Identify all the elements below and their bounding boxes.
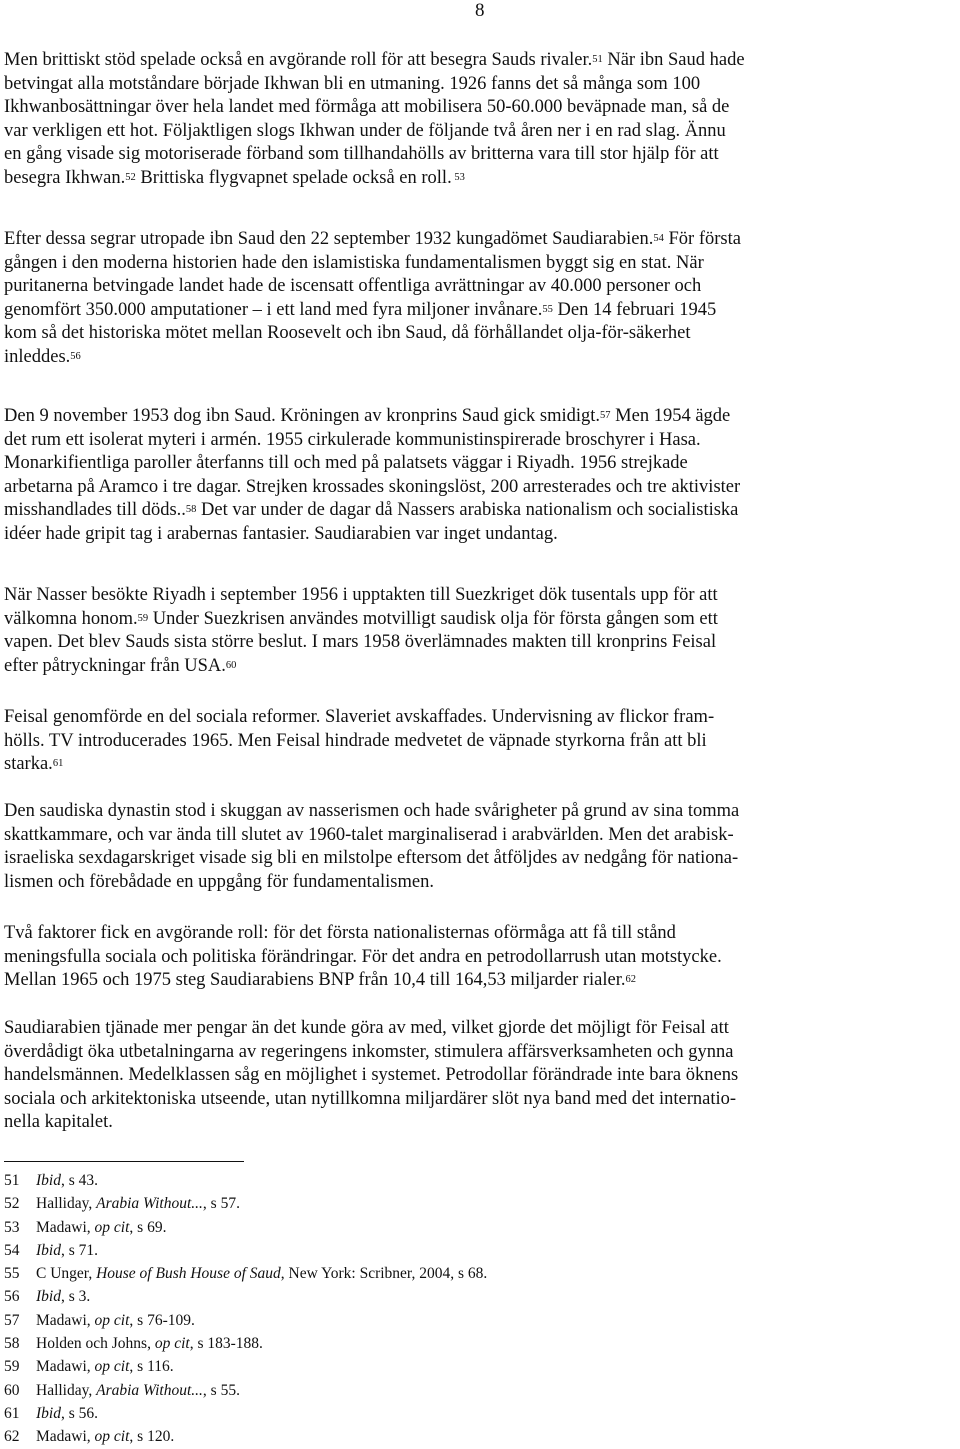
footnote-number: 60 [4,1381,20,1399]
footnote-item [4,1216,487,1239]
footnote-text: Halliday, [36,1195,97,1213]
text-run: starka. [4,754,53,775]
text-run: genomfört 350.000 amputationer – i ett land med fyra miljoner invånare. [4,299,543,320]
text-run: Feisal genomförde en del sociala reformer. Slaveriet avskaffades. Undervisning av flickor fram- [4,707,715,727]
text-run: När ibn Saud hade [602,50,745,70]
footnote-text: Madawi, [36,1358,95,1376]
paragraph [4,49,745,191]
footnote-text: , s 71. [60,1241,99,1259]
footnote-text: , s 3. [60,1288,91,1306]
text-line [4,1111,738,1135]
text-run: puritanerna betvingade landet hade de iscensatt offentliga avrättningar av 40.000 personer och [4,276,702,297]
text-run: Under Suezkrisen användes motvilligt saudisk olja för första gången som ett [148,608,718,629]
text-run: meningsfulla sociala och politiska förändringar. För det andra en petrodollarrush utan motstycke. [4,946,722,967]
footnote-citation-title: op cit [94,1218,130,1236]
paragraph [4,706,714,777]
footnote-ref: 60 [225,659,237,671]
footnote-number: 57 [4,1311,20,1329]
text-run: välkomna honom. [4,608,138,629]
text-line [4,753,714,777]
text-line [4,96,745,120]
footnote-ref: 53 [451,171,465,183]
text-line [4,946,722,970]
text-run: var verkligen ett hot. Följaktligen slogs Ikhwan under de följande två åren ner i en rad slag. Ännu [4,120,726,141]
text-line [4,299,741,323]
text-run: vapen. Det blev Sauds sista större beslut. I mars 1958 överlämnades makten till kronprins Feisal [4,632,717,653]
text-run: Saudiarabien tjänade mer pengar än det kunde göra av med, vilket gjorde det möjligt för Feisal att [4,1018,729,1038]
text-line [4,1017,738,1041]
footnote-citation-title: op cit [94,1358,130,1376]
text-line [4,49,745,73]
text-run: Monarkifientliga paroller återfanns till och med på palatsets väggar i Riyadh. 1956 strejkade [4,453,688,474]
text-line [4,252,741,276]
text-line [4,969,722,993]
footnote-item [4,1169,487,1192]
text-run: Brittiska flygvapnet spelade också en roll. [135,167,452,188]
text-run: överdådigt öka utbetalningarna av regeringens inkomster, stimulera affärsverksamheten och gynna [4,1041,734,1062]
footnote-citation-title: Ibid [36,1404,61,1422]
footnote-ref: 59 [137,612,149,624]
text-line [4,523,740,547]
footnote-number: 52 [4,1195,20,1213]
paragraph [4,228,741,370]
footnote-text: , s 56. [60,1404,99,1422]
text-run: det rum ett isolerat myteri i armén. 1955 cirkulerade kommunistinspirerade broschyrer i Hasa. [4,429,701,450]
footnote-text: Madawi, [36,1428,95,1446]
footnote-item [4,1332,487,1355]
footnote-ref: 51 [592,54,603,65]
footnote-text: , s 183-188. [189,1335,263,1353]
footnote-number: 62 [4,1428,20,1446]
text-run: För första [663,229,741,249]
text-run: gången i den moderna historien hade den islamistiska fundamentalismen byggt sig en stat. När [4,252,704,273]
footnotes [4,1169,487,1449]
footnote-ref: 52 [125,171,136,183]
text-run: Den 9 november 1953 dog ibn Saud. Kröningen av kronprins Saud gick smidigt. [4,406,601,426]
text-run: en gång visade sig motoriserade förband som tillhandahölls av britterna vara till stor hjälp för att [4,144,719,165]
footnote-text: , s 116. [129,1358,174,1376]
text-line [4,1064,738,1088]
text-run: idéer hade gripit tag i arabernas fantasier. Saudiarabien var inget undantag. [4,523,558,544]
footnote-item [4,1425,487,1448]
footnote-number: 56 [4,1288,20,1306]
footnote-text: , New York: Scribner, 2004, s 68. [280,1265,488,1283]
text-line [4,1041,738,1065]
footnote-item [4,1239,487,1262]
text-line [4,824,739,848]
footnote-text: Halliday, [36,1381,97,1399]
footnote-item [4,1379,487,1402]
footnote-citation-title: Ibid [36,1241,61,1259]
footnote-text: , s 43. [60,1172,99,1189]
text-run: Det var under de dagar då Nassers arabiska nationalism och socialistiska [196,500,739,521]
footnote-text: , s 57. [202,1195,240,1213]
footnote-ref: 61 [52,758,64,770]
text-line [4,452,740,476]
text-run: nella kapitalet. [4,1112,113,1133]
text-line [4,275,741,299]
text-run: Men 1954 ägde [610,406,731,426]
footnote-number: 59 [4,1358,20,1376]
footnote-text: C Unger, [36,1265,97,1283]
text-line [4,922,722,946]
text-run: skattkammare, och var ända till slutet av 1960-talet marginaliserad i arabvärlden. Men det arabisk- [4,824,734,845]
text-run: Efter dessa segrar utropade ibn Saud den 22 september 1932 kungadömet Saudiarabien. [4,229,654,249]
text-line [4,429,740,453]
page-number: 8 [475,0,485,21]
footnote-item [4,1262,487,1285]
footnote-ref: 58 [185,504,197,516]
text-line [4,1088,738,1112]
text-run: lismen och förebådade en uppgång för fundamentalismen. [4,871,434,892]
footnote-citation-title: Arabia Without... [96,1195,203,1213]
footnote-citation-title: House of Bush House of Saud [96,1265,281,1283]
text-line [4,73,745,97]
text-run: Den 14 februari 1945 [552,299,717,320]
text-line [4,322,741,346]
text-run: handelsmännen. Medelklassen såg en möjlighet i systemet. Petrodollar förändrade inte bara öknens [4,1065,739,1086]
text-line [4,847,739,871]
text-run: israeliska sexdagarskriget visade sig bli en milstolpe eftersom det åtföljdes av nedgång för nationa- [4,848,739,869]
text-line [4,405,740,429]
text-line [4,608,718,632]
text-run: Ikhwanbosättningar över hela landet med förmåga att mobilisera 50-60.000 beväpnade man, så de [4,97,730,118]
footnote-citation-title: Arabia Without... [96,1381,203,1399]
text-run: Två faktorer fick en avgörande roll: för det första nationalisternas oförmåga att få till stånd [4,923,676,943]
footnote-item [4,1355,487,1378]
text-line [4,499,740,523]
footnote-item [4,1285,487,1308]
text-run: hölls. TV introducerades 1965. Men Feisal hindrade medvetet de väpnade styrkorna från att bli [4,730,707,751]
footnote-number: 55 [4,1265,20,1283]
footnote-ref: 57 [600,410,611,421]
text-run: Den saudiska dynastin stod i skuggan av nasserismen och hade svårigheter på grund av sina tomma [4,801,740,821]
footnote-item [4,1402,487,1425]
footnote-ref: 54 [653,233,664,244]
footnote-ref: 55 [542,303,553,315]
text-run: betvingat alla motståndare började Ikhwan bli en utmaning. 1926 fanns det så många som 100 [4,73,701,94]
footnote-number: 61 [4,1404,20,1422]
text-run: När Nasser besökte Riyadh i september 1956 i upptakten till Suezkriget dök tusentals upp för att [4,585,718,605]
text-run: inleddes. [4,346,71,367]
footnote-text: Madawi, [36,1311,95,1329]
text-line [4,584,718,608]
footnote-number: 53 [4,1218,20,1236]
footnote-citation-title: op cit [94,1428,130,1446]
paragraph [4,405,740,547]
footnote-text: Madawi, [36,1218,95,1236]
footnote-ref: 62 [625,974,637,986]
text-line [4,631,718,655]
footnote-citation-title: Ibid [36,1172,61,1189]
text-line [4,655,718,679]
footnote-ref: 56 [70,350,81,362]
footnote-separator [4,1161,244,1162]
text-line [4,730,714,754]
text-run: efter påtryckningar från USA. [4,655,226,676]
footnote-text: , s 55. [202,1381,240,1399]
text-line [4,706,714,730]
text-run: misshandlades till döds.. [4,500,186,521]
footnote-text: Holden och Johns, [36,1335,155,1353]
text-line [4,871,739,895]
text-run: Men brittiskt stöd spelade också en avgörande roll för att besegra Sauds rivaler. [4,50,593,70]
footnote-number: 51 [4,1172,20,1189]
footnote-text: , s 120. [129,1428,175,1446]
text-line [4,143,745,167]
footnote-citation-title: Ibid [36,1288,61,1306]
text-run: arbetarna på Aramco i tre dagar. Strejken krossades skoningslöst, 200 arresterades och tre aktivister [4,476,741,497]
footnote-item [4,1192,487,1215]
paragraph [4,922,722,993]
text-line [4,800,739,824]
paragraph [4,1017,738,1135]
footnote-text: , s 69. [129,1218,167,1236]
text-line [4,228,741,252]
text-line [4,120,745,144]
text-line [4,346,741,370]
text-run: besegra Ikhwan. [4,167,126,188]
text-line [4,476,740,500]
footnote-number: 58 [4,1335,20,1353]
text-run: kom så det historiska mötet mellan Roosevelt och ibn Saud, då förhållandet olja-för-säkerhet [4,323,691,344]
text-run: Mellan 1965 och 1975 steg Saudiarabiens BNP från 10,4 till 164,53 miljarder rialer. [4,970,626,991]
footnote-citation-title: op cit [154,1335,190,1353]
footnote-text: , s 76-109. [129,1311,195,1329]
footnote-item [4,1309,487,1332]
text-line [4,167,745,191]
footnote-number: 54 [4,1241,20,1259]
text-run: sociala och arkitektoniska utseende, utan nytillkomna miljardärer slöt nya band med det internatio- [4,1088,737,1109]
paragraph [4,800,739,894]
footnote-citation-title: op cit [94,1311,130,1329]
paragraph [4,584,718,678]
